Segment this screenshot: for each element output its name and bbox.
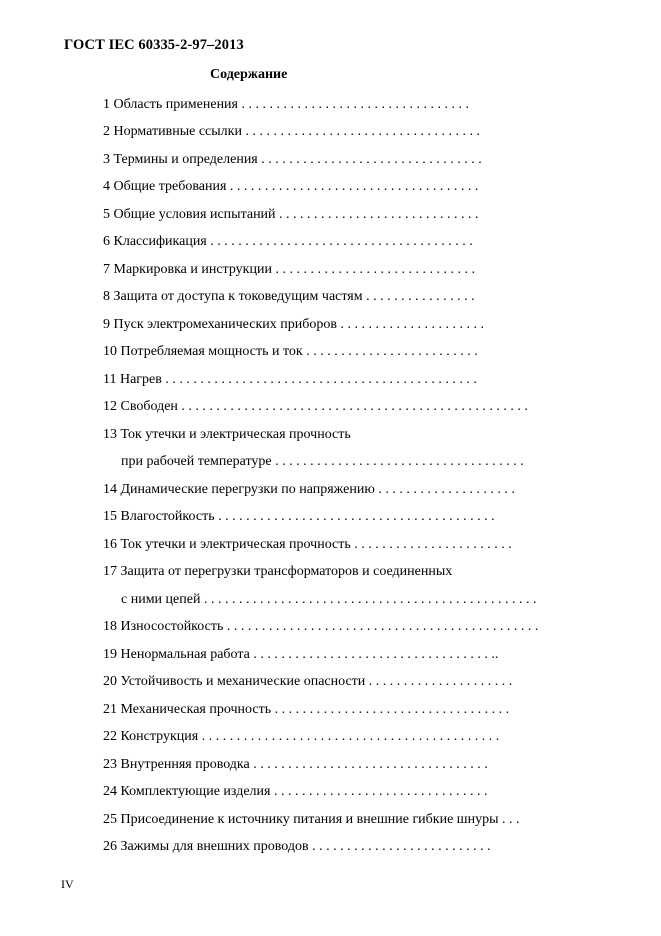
toc-item-text: при рабочей температуре (121, 454, 272, 469)
toc-item-text: 26 Зажимы для внешних проводов (103, 839, 309, 854)
toc-item (103, 811, 520, 828)
toc-item-text: 6 Классификация (103, 234, 207, 249)
toc-item-text: 25 Присоединение к источнику питания и внешние гибкие шнуры (103, 812, 499, 827)
toc-leader: . . . . . . . . . . . . . . . . . . . . . . . . . (302, 344, 478, 359)
toc-leader: . . . . . . . . . . . . . . . . . . . . . . . . . . . . . . . (270, 784, 488, 799)
toc-leader: . . . . . . . . . . . . . . . . . . . . . . . . . . (308, 839, 491, 854)
toc-leader: . . . . . . . . . . . . . . . . . . . . . . . . . . . . . . . . . (238, 97, 469, 112)
toc-leader: . . . . . . . . . . . . . . . . . . . . . (365, 674, 513, 689)
toc-leader: . . . . . . . . . . . . . . . . . . . . . . . . . . . . . . . . . . . . . . . . (214, 509, 495, 524)
toc-item (121, 453, 524, 470)
toc-leader: . . . . . . . . . . . . . . . . . . . . . . . . . . . . . (271, 262, 475, 277)
toc-item-text: 2 Нормативные ссылки (103, 124, 242, 139)
toc-item-text: с ними цепей (121, 592, 201, 607)
toc-item-text: 21 Механическая прочность (103, 702, 272, 717)
toc-item (103, 123, 480, 140)
toc-leader: . . . . . . . . . . . . . . . . . . . . . . . . . . . . . . . . . . . . (226, 179, 479, 194)
toc-item-text: 22 Конструкция (103, 729, 199, 744)
toc-item (103, 728, 499, 745)
toc-leader: . . . (498, 812, 520, 827)
toc-item (103, 426, 351, 443)
toc-leader: . . . . . . . . . . . . . . . . . . . . . . . . . . . . . . . . . . (249, 757, 488, 772)
toc-item (103, 783, 487, 800)
toc-leader: . . . . . . . . . . . . . . . . . . . . . (336, 317, 484, 332)
toc-item-text: 1 Область применения (103, 97, 238, 112)
toc-item-text: 15 Влагостойкость (103, 509, 215, 524)
toc-item-text: 19 Ненормальная работа (103, 647, 250, 662)
toc-item-text: 24 Комплектующие изделия (103, 784, 271, 799)
toc-leader: . . . . . . . . . . . . . . . . . . . . . . . . . . . . . . . . . . .. (249, 647, 499, 662)
toc-item (103, 398, 528, 415)
toc-heading: Содержание (210, 67, 288, 82)
toc-item-text: 5 Общие условия испытаний (103, 207, 276, 222)
toc-item (103, 646, 498, 663)
toc-leader: . . . . . . . . . . . . . . . . . . . . . . . . . . . . . . . . (257, 152, 482, 167)
toc-item-text: 11 Нагрев (103, 372, 162, 387)
toc-leader: . . . . . . . . . . . . . . . . (362, 289, 475, 304)
toc-item-text: 17 Защита от перегрузки трансформаторов и соединенных (103, 564, 453, 579)
toc-leader: . . . . . . . . . . . . . . . . . . . . . . . . . . . . . . . . . . (241, 124, 480, 139)
toc-item (103, 178, 478, 195)
toc-item (103, 673, 512, 690)
toc-item-text: 3 Термины и определения (103, 152, 258, 167)
toc-leader: . . . . . . . . . . . . . . . . . . . . . . . . . . . . . . . . . . (271, 702, 510, 717)
toc-item-text: 10 Потребляемая мощность и ток (103, 344, 303, 359)
toc-leader: . . . . . . . . . . . . . . . . . . . . . . . . . . . . . . . . . . . . (271, 454, 524, 469)
toc-item (103, 96, 469, 113)
toc-item-text: 16 Ток утечки и электрическая прочность (103, 537, 351, 552)
toc-leader: . . . . . . . . . . . . . . . . . . . . . . . . . . . . . . . . . . . . . . . . . . . . . (161, 372, 477, 387)
toc-leader: . . . . . . . . . . . . . . . . . . . . . . . . . . . . . . . . . . . . . . . . . . . . . . . . (200, 592, 537, 607)
toc-item (103, 316, 484, 333)
toc-item-text: 20 Устойчивость и механические опасности (103, 674, 366, 689)
toc-item (103, 151, 482, 168)
toc-item (103, 508, 495, 525)
toc-item-text: 13 Ток утечки и электрическая прочность (103, 427, 351, 442)
toc-item (103, 233, 473, 250)
toc-item-text: 12 Свободен (103, 399, 178, 414)
toc-item (103, 563, 452, 580)
page-number: IV (61, 877, 74, 891)
toc-item-text: 8 Защита от доступа к токоведущим частям (103, 289, 363, 304)
toc-item (103, 343, 478, 360)
toc-item (103, 701, 509, 718)
toc-item-text: 14 Динамические перегрузки по напряжению (103, 482, 375, 497)
toc-item (103, 838, 491, 855)
toc-item (103, 536, 512, 553)
toc-leader: . . . . . . . . . . . . . . . . . . . . . . . . . . . . . . . . . . . . . . . . . . . (198, 729, 500, 744)
document-code: ГОСТ IEC 60335-2-97–2013 (64, 37, 244, 53)
toc-leader: . . . . . . . . . . . . . . . . . . . . (374, 482, 515, 497)
toc-item (103, 371, 477, 388)
toc-item-text: 9 Пуск электромеханических приборов (103, 317, 337, 332)
toc-leader: . . . . . . . . . . . . . . . . . . . . . . . . . . . . . . . . . . . . . . . . . . . . . (223, 619, 539, 634)
toc-item (103, 288, 475, 305)
toc-item (121, 591, 536, 608)
toc-item (103, 756, 488, 773)
toc-item (103, 618, 538, 635)
toc-item-text: 18 Износостойкость (103, 619, 224, 634)
toc-item (103, 206, 479, 223)
toc-item-text: 23 Внутренняя проводка (103, 757, 250, 772)
toc-item-text: 7 Маркировка и инструкции (103, 262, 272, 277)
toc-leader: . . . . . . . . . . . . . . . . . . . . . . . . . . . . . . . . . . . . . . . . . . . . . . . . . . (177, 399, 528, 414)
toc-leader: . . . . . . . . . . . . . . . . . . . . . . . . . . . . . . . . . . . . . . (206, 234, 473, 249)
toc-leader: . . . . . . . . . . . . . . . . . . . . . . . (350, 537, 512, 552)
toc-item (103, 261, 475, 278)
toc-item-text: 4 Общие требования (103, 179, 227, 194)
toc-leader: . . . . . . . . . . . . . . . . . . . . . . . . . . . . . (275, 207, 479, 222)
toc-item (103, 481, 515, 498)
